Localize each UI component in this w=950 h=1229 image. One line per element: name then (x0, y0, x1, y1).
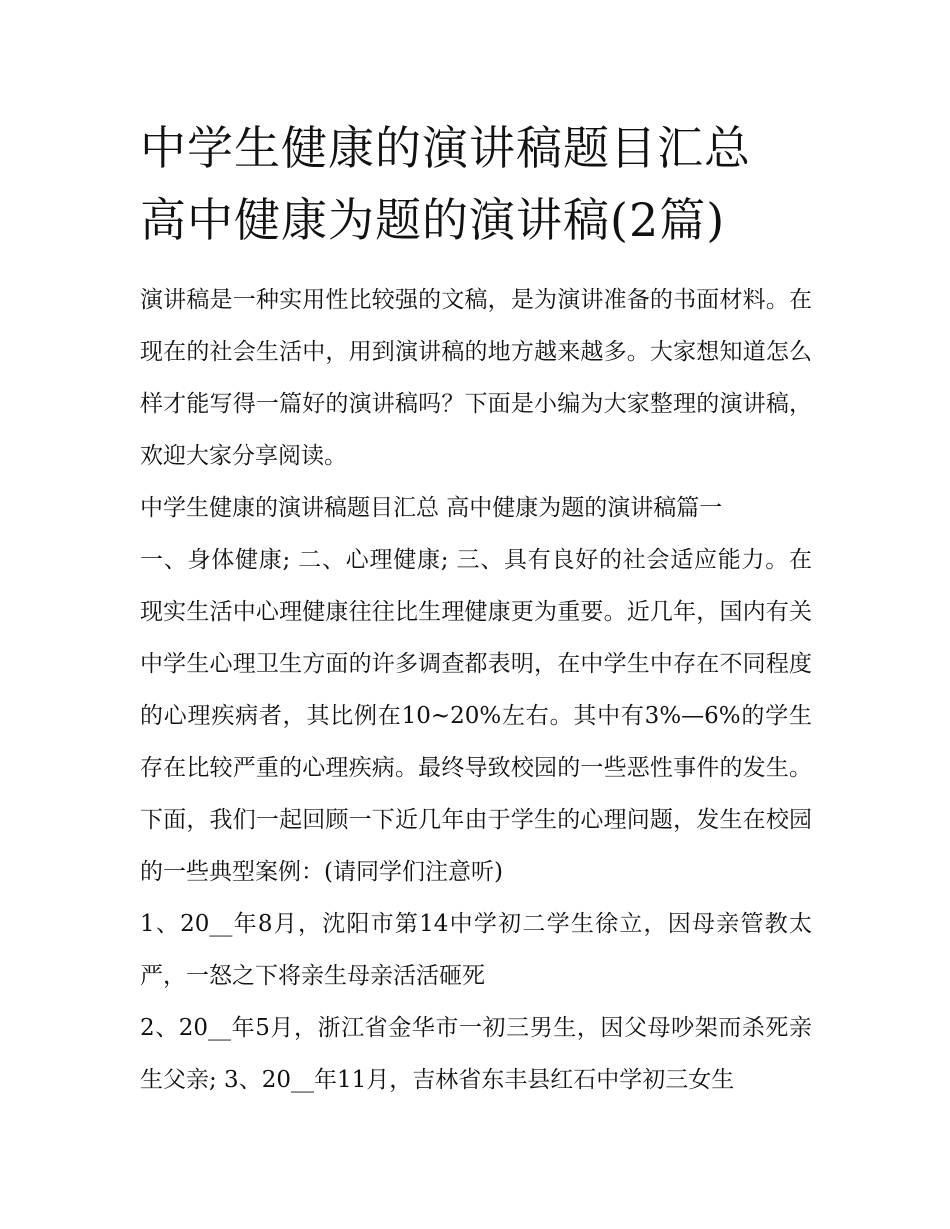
case-item-1: 1、20__年8月，沈阳市第14中学初二学生徐立，因母亲管教太严，一怒之下将亲生母亲活活砸死 (140, 911, 812, 989)
document-body (140, 274, 812, 1106)
document-title: 中学生健康的演讲稿题目汇总 高中健康为题的演讲稿(2篇) (140, 121, 751, 247)
case-item-2: 2、20__年5月，浙江省金华市一初三男生，因父母吵架而杀死亲生父亲; 3、20__年11月，吉林省东丰县红石中学初三女生 (140, 1015, 812, 1093)
section-heading: 中学生健康的演讲稿题目汇总 高中健康为题的演讲稿篇一 (140, 495, 723, 521)
document-page (140, 112, 812, 1106)
body-paragraph: 一、身体健康; 二、心理健康; 三、具有良好的社会适应能力。在现实生活中心理健康往往比生理健康更为重要。近几年，国内有关中学生心理卫生方面的许多调查都表明，在中学生中存在不同程度的心理疾病者，其比例在10~20%左右。其中有3%—6%的学生存在比较严重的心理疾病。最终导致校园的一些恶性事件的发生。下面，我们一起回顾一下近几年由于学生的心理问题，发生在校园的一些典型案例：(请同学们注意听) (140, 547, 812, 885)
intro-paragraph: 演讲稿是一种实用性比较强的文稿，是为演讲准备的书面材料。在现在的社会生活中，用到演讲稿的地方越来越多。大家想知道怎么样才能写得一篇好的演讲稿吗？下面是小编为大家整理的演讲稿，欢迎大家分享阅读。 (140, 287, 812, 469)
